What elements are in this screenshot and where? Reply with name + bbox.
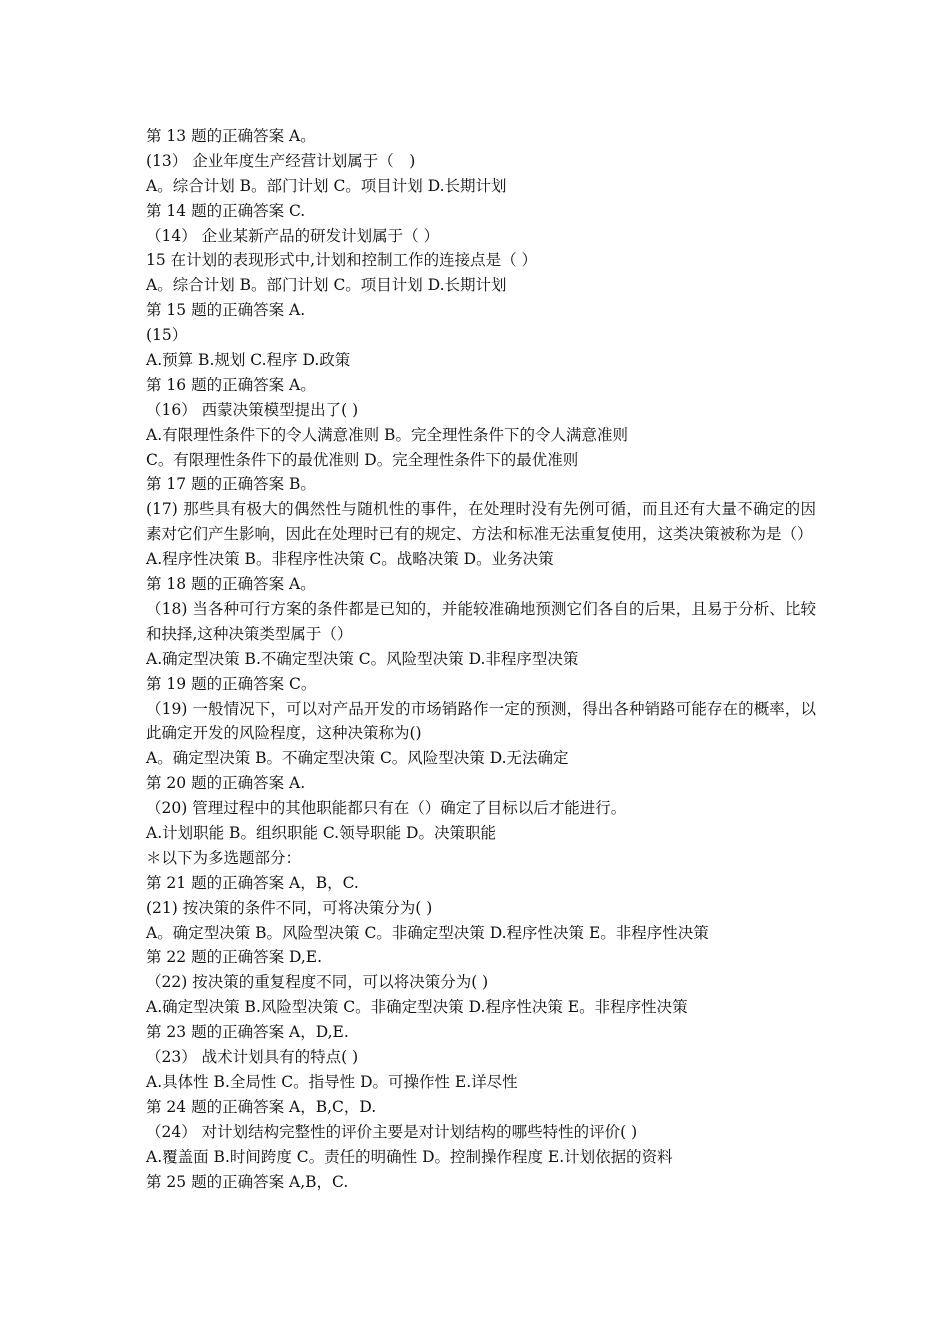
question-19: （19) 一般情况下，可以对产品开发的市场销路作一定的预测，得出各种销路可能存在的概率，以此确定开发的风险程度，这种决策称为()	[146, 699, 816, 743]
answer-line-16: 第 16 题的正确答案 A。	[146, 375, 316, 394]
options-23: A.具体性 B.全局性 C。指导性 D。可操作性 E.详尽性	[146, 1072, 518, 1091]
options-19: A。确定型决策 B。不确定型决策 C。风险型决策 D.无法确定	[146, 749, 569, 768]
question-24: （24） 对计划结构完整性的评价主要是对计划结构的哪些特性的评价( )	[146, 1122, 638, 1141]
options-13: A。综合计划 B。部门计划 C。项目计划 D.长期计划	[146, 176, 507, 195]
question-13: (13） 企业年度生产经营计划属于（ )	[146, 151, 416, 170]
answer-line-15: 第 15 题的正确答案 A.	[146, 301, 306, 320]
section-heading-multiple-choice: ＊以下为多选题部分：	[146, 848, 302, 867]
options-17: A.程序性决策 B。非程序性决策 C。战略决策 D。业务决策	[146, 550, 554, 569]
options-20: A.计划职能 B。组织职能 C.领导职能 D。决策职能	[146, 824, 496, 843]
options-15: A.预算 B.规划 C.程序 D.政策	[146, 351, 351, 370]
answer-line-24: 第 24 题的正确答案 A，B,C，D.	[146, 1097, 377, 1116]
answer-line-14: 第 14 题的正确答案 C.	[146, 201, 306, 220]
answer-line-20: 第 20 题的正确答案 A.	[146, 774, 306, 793]
answer-line-21: 第 21 题的正确答案 A，B，C.	[146, 873, 359, 892]
options-16-a: A.有限理性条件下的令人满意准则 B。完全理性条件下的令人满意准则	[146, 425, 628, 444]
question-23: （23） 战术计划具有的特点( )	[146, 1048, 359, 1067]
answer-line-13: 第 13 题的正确答案 A。	[146, 127, 316, 145]
options-16-b: C。有限理性条件下的最优准则 D。完全理性条件下的最优准则	[146, 450, 579, 469]
options-14: A。综合计划 B。部门计划 C。项目计划 D.长期计划	[146, 276, 507, 295]
question-17: (17) 那些具有极大的偶然性与随机性的事件，在处理时没有先例可循，而且还有大量不确定的因素对它们产生影响，因此在处理时已有的规定、方法和标准无法重复使用，这类决策被称为是（）	[146, 500, 816, 544]
answer-line-23: 第 23 题的正确答案 A，D,E.	[146, 1023, 349, 1042]
question-21: (21) 按决策的条件不同，可将决策分为( )	[146, 898, 433, 917]
answer-line-25: 第 25 题的正确答案 A,B，C.	[146, 1172, 349, 1191]
answer-line-18: 第 18 题的正确答案 A。	[146, 575, 316, 594]
document-body	[146, 124, 816, 1194]
question-22: （22) 按决策的重复程度不同，可以将决策分为( )	[146, 973, 489, 992]
options-21: A。确定型决策 B。风险型决策 C。非确定型决策 D.程序性决策 E。非程序性决策	[146, 923, 709, 942]
options-18: A.确定型决策 B.不确定型决策 C。风险型决策 D.非程序型决策	[146, 649, 579, 668]
question-14: （14） 企业某新产品的研发计划属于（ ）	[146, 226, 440, 245]
question-15: (15）	[146, 326, 188, 345]
question-18: （18) 当各种可行方案的条件都是已知的，并能较准确地预测它们各自的后果，且易于分析、比较和抉择,这种决策类型属于（）	[146, 599, 816, 643]
options-24: A.覆盖面 B.时间跨度 C。责任的明确性 D。控制操作程度 E.计划依据的资料	[146, 1147, 673, 1166]
answer-line-22: 第 22 题的正确答案 D,E.	[146, 948, 323, 967]
question-16: （16） 西蒙决策模型提出了( )	[146, 400, 359, 419]
answer-line-17: 第 17 题的正确答案 B。	[146, 475, 316, 494]
question-15-text: 15 在计划的表现形式中,计划和控制工作的连接点是（ ）	[146, 251, 538, 270]
answer-line-19: 第 19 题的正确答案 C。	[146, 674, 317, 693]
options-22: A.确定型决策 B.风险型决策 C。非确定型决策 D.程序性决策 E。非程序性决策	[146, 998, 688, 1017]
question-20: （20) 管理过程中的其他职能都只有在（）确定了目标以后才能进行。	[146, 799, 627, 818]
